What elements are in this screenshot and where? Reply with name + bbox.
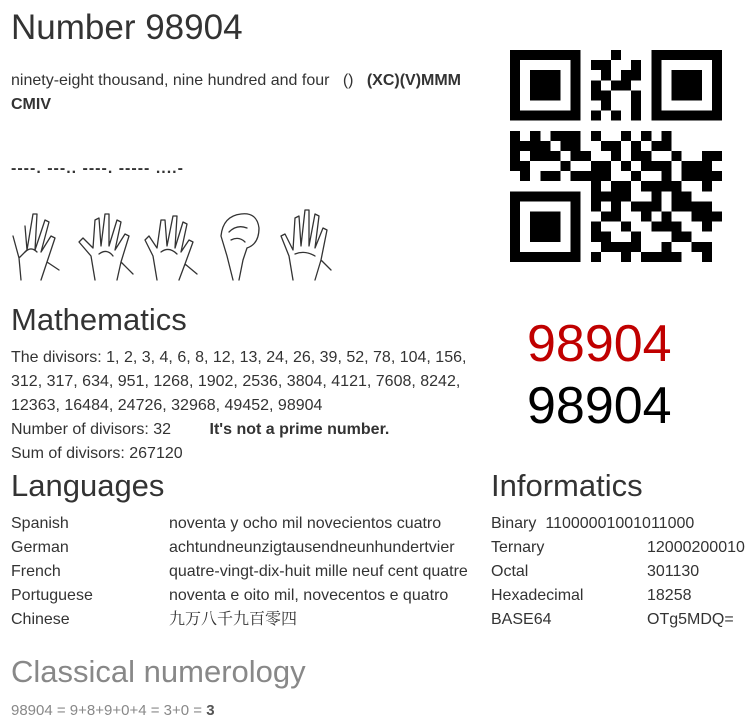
hand-sign-8 — [79, 214, 133, 280]
prime-status: It's not a prime number. — [209, 421, 390, 438]
divisors-values-1: 1, 2, 3, 4, 6, 8, 12, 13, 24, 26, 39, 52, 78, 104, 156, — [106, 349, 467, 366]
language-name: German — [11, 539, 69, 556]
informatics-row — [491, 584, 746, 608]
binary-value: 11000001001011000 — [545, 515, 695, 532]
hand-sign-image — [11, 206, 341, 282]
numerology-formula: 98904 = 9+8+9+0+4 = 3+0 = — [11, 702, 203, 719]
language-name: French — [11, 563, 61, 580]
informatics-label: BASE64 — [491, 611, 552, 628]
informatics-value: 18258 — [647, 587, 692, 604]
number-of-divisors: Number of divisors: 32 — [11, 421, 172, 438]
languages-list — [11, 512, 481, 632]
language-row — [11, 608, 481, 632]
mathematics-section — [11, 346, 491, 466]
informatics-value: 301130 — [647, 563, 700, 580]
informatics-label: Hexadecimal — [491, 587, 584, 604]
informatics-row — [491, 536, 746, 560]
numerology-result: 3 — [206, 702, 215, 719]
language-text: noventa y ocho mil novecientos cuatro — [169, 515, 442, 532]
language-name: Chinese — [11, 611, 70, 628]
informatics-rows — [491, 536, 746, 632]
language-text: 九万八千九百零四 — [169, 611, 298, 628]
qr-code-image — [510, 50, 722, 262]
divisors-line-1 — [11, 346, 491, 370]
language-row — [11, 512, 481, 536]
language-row — [11, 584, 481, 608]
numerology-line — [11, 699, 215, 723]
informatics-label: Octal — [491, 563, 529, 580]
divisors-label: The divisors: — [11, 349, 102, 366]
roman-numeral: (XC)(V)MMM CMIV — [11, 72, 462, 113]
binary-row — [491, 512, 746, 536]
qr-code — [510, 50, 722, 262]
divisor-count-line — [11, 418, 491, 442]
language-text: noventa e oito mil, novecentos e quatro — [169, 587, 449, 604]
language-text: achtundneunzigtausendneunhundertvier — [169, 539, 455, 556]
informatics-value: 12000200010 — [647, 539, 745, 556]
language-name: Portuguese — [11, 587, 93, 604]
languages-heading: Languages — [11, 468, 165, 503]
informatics-row — [491, 608, 746, 632]
language-row — [11, 536, 481, 560]
informatics-row — [491, 560, 746, 584]
language-text: quatre-vingt-dix-huit mille neuf cent quatre — [169, 563, 468, 580]
big-number-black: 98904 — [527, 377, 672, 435]
hand-sign-4 — [281, 210, 331, 280]
divisors-values-3: 12363, 16484, 24726, 32968, 49452, 98904 — [11, 397, 323, 414]
binary-label: Binary — [491, 515, 537, 532]
hand-sign-9b — [145, 216, 197, 280]
language-name: Spanish — [11, 515, 69, 532]
hand-sign-0 — [221, 214, 259, 280]
mathematics-heading: Mathematics — [11, 302, 187, 337]
language-row — [11, 560, 481, 584]
hand-sign-9 — [13, 214, 59, 280]
number-words: ninety-eight thousand, nine hundred and four — [11, 72, 330, 89]
divisors-values-2: 312, 317, 634, 951, 1268, 1902, 2536, 3804, 4121, 7608, 8242, — [11, 373, 461, 390]
page-title: Number 98904 — [11, 8, 243, 47]
big-number-red: 98904 — [527, 315, 672, 373]
informatics-heading: Informatics — [491, 468, 643, 503]
morse-code: ----. ---.. ----. ----- ....- — [11, 160, 184, 177]
number-parens: () — [342, 72, 354, 89]
informatics-value: OTg5MDQ= — [647, 611, 734, 628]
informatics-list — [491, 512, 746, 632]
numerology-heading: Classical numerology — [11, 654, 306, 689]
number-words-line — [11, 69, 481, 117]
sum-of-divisors: Sum of divisors: 267120 — [11, 445, 183, 462]
sign-language-hands — [11, 206, 341, 282]
informatics-label: Ternary — [491, 539, 545, 556]
